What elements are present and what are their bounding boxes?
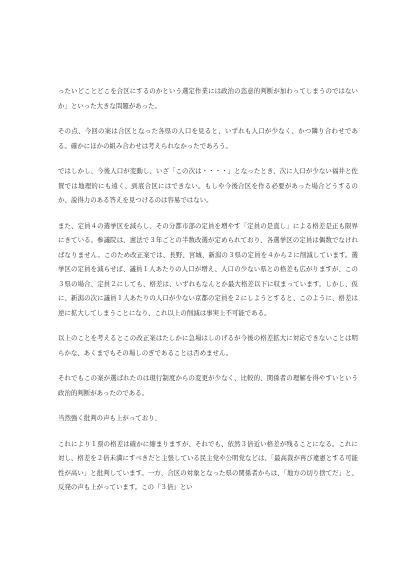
paragraph: 当然強く批判の声も上がっており、 <box>58 414 162 422</box>
paragraph: ったいどことどこを合区にするのかという選定作業には政治の恣意的判断が加わってしまうのではないか」といった大きな問題があった。 <box>58 87 358 110</box>
paragraph: 以上のことを考えるとこの改正案はたしかに急場はしのげるが今後の格差拡大に対応できないことは明らかな、あくまでもその場しのぎであることは否めません。 <box>58 334 358 357</box>
paragraph: それでもこの案が選ばれたのは現行制度からの変更が少なく、比較的、関係者の理解を得やすいという政治的判断があったのである。 <box>58 374 358 397</box>
paragraph: ではしかし、今後人口が変動し、いざ「この次は・・・・」となったとき、次に人口が少ない福井と佐賀では地理的にも遠く、到底合区にはできない。もしや今後合区を作る必要があった場合どうするのか、説得力のある答えを見つけるのは容易ではない。 <box>58 167 358 204</box>
paragraph: その点、今回の案は合区となった各県の人口を見ると、いずれも人口が少なく、かつ隣り合わせである。確かにほかの組み合わせは考えられなかったであろう。 <box>58 127 358 150</box>
paragraph: また、定員４の選挙区を減らし、その分都市部の定員を増やす「定員の是直し」による格差是正も限界にきている。参議院は、憲法で３年ごとの半数改選が定められており、各選挙区の定員は偶数でなければなりません。このため改正案では、長野、宮城、新潟の３県の定員を４から２に削減しています。選挙区の定員を減らせば、議員１人あたりの人口が増え、人口の少ない県との格差も広がりますが、この３県の場合、定員２にしても、格差は、いずれもなんとか最大格差以下に収まっています。しかし、仮に、新潟の次に議員１人あたりの人口が少ない京都の定員を２にしようとすると、このように、格差は逆に拡大してしまうことになり、これ以上の削減は事実上不可能である。 <box>58 221 358 317</box>
paragraph: これにより１票の格差は確かに縮まりますが、それでも、依然３倍近い格差が残ることになる。これに対し、格差を２倍未満にすべきだと主張している民主党や公明党などは、「最高裁が再び違憲とする可能性が高い」と批判しています。一方、合区の対象となった県の関係者からは、「地方の切り捨てだ」と、反発の声も上がっています。この『３倍』とい <box>58 439 358 491</box>
